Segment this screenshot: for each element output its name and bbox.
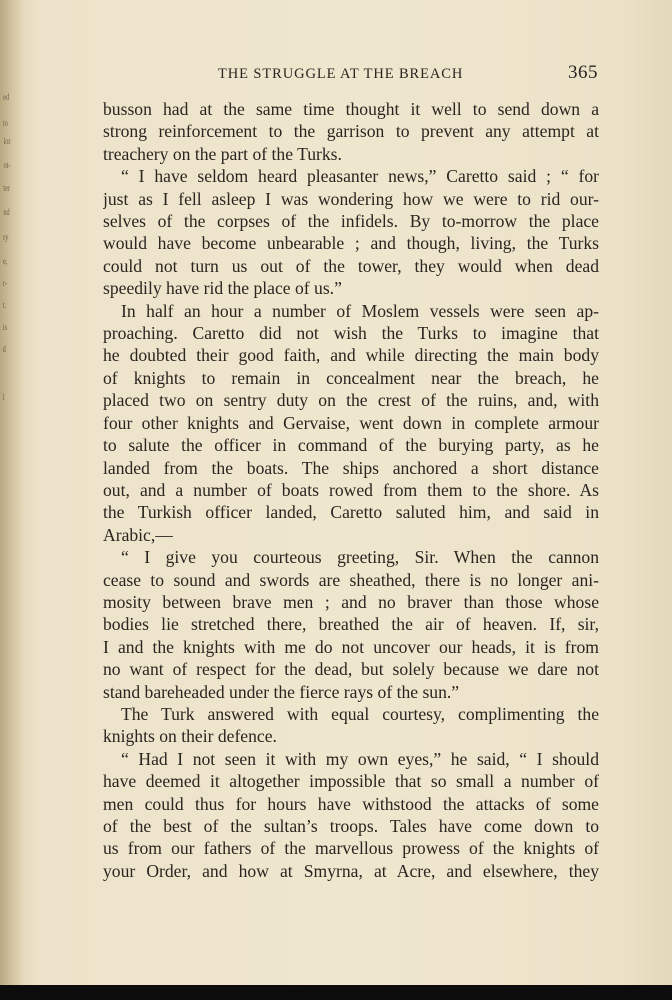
- binding-gutter: [0, 0, 24, 985]
- show-through-mark: ed: [3, 92, 10, 102]
- text-line: mosity between brave men ; and no braver than those whose: [103, 591, 599, 612]
- show-through-mark: is: [2, 322, 8, 332]
- text-line: landed from the boats. The ships anchored a short distance: [103, 457, 599, 478]
- text-line: The Turk answered with equal courtesy, complimenting the: [121, 703, 599, 724]
- text-line: cease to sound and swords are sheathed, there is no longer ani-: [103, 569, 599, 590]
- show-through-mark: d: [2, 344, 6, 354]
- text-line: speedily have rid the place of us.”: [103, 278, 342, 299]
- page-number: 365: [568, 62, 598, 83]
- text-line: I and the knights with me do not uncover our heads, it is from: [103, 636, 599, 657]
- show-through-mark: t.: [2, 300, 7, 310]
- text-line: men could thus for hours have withstood the attacks of some: [103, 793, 599, 814]
- text-line: to salute the officer in command of the burying party, as he: [103, 435, 599, 456]
- text-line: “ I give you courteous greeting, Sir. When the cannon: [121, 547, 599, 568]
- text-line: strong reinforcement to the garrison to prevent any attempt at: [103, 121, 599, 142]
- text-line: have deemed it altogether impossible that so small a number of: [103, 771, 599, 792]
- text-line: bodies lie stretched there, breathed the air of heaven. If, sir,: [103, 614, 599, 635]
- show-through-mark: r-: [2, 278, 7, 288]
- show-through-mark: ter: [3, 183, 11, 193]
- show-through-mark: l: [2, 392, 5, 402]
- text-line: Arabic,—: [103, 524, 173, 545]
- text-line: busson had at the same time thought it well to send down a: [103, 99, 599, 119]
- body-text: [103, 98, 599, 882]
- page-header: [104, 62, 598, 86]
- text-line: four other knights and Gervaise, went down in complete armour: [103, 412, 599, 433]
- text-line: “ Had I not seen it with my own eyes,” he said, “ I should: [121, 748, 599, 769]
- text-line: knights on their defence.: [103, 726, 277, 747]
- text-line: just as I fell asleep I was wondering how we were to rid our-: [103, 188, 599, 209]
- show-through-mark: to: [3, 118, 8, 128]
- text-line: no want of respect for the dead, but solely because we dare not: [103, 659, 599, 680]
- text-line: “ I have seldom heard pleasanter news,” Caretto said ; “ for: [121, 166, 599, 187]
- text-line: placed two on sentry duty on the crest of the ruins, and, with: [103, 390, 599, 411]
- text-line: he doubted their good faith, and while directing the main body: [103, 345, 599, 366]
- show-through-mark: nd: [3, 207, 10, 217]
- text-line: could not turn us out of the tower, they would when dead: [103, 255, 599, 276]
- text-line: In half an hour a number of Moslem vessels were seen ap-: [121, 300, 599, 321]
- text-line: proaching. Caretto did not wish the Turks to imagine that: [103, 323, 599, 344]
- text-line: selves of the corpses of the infidels. By to-morrow the place: [103, 211, 599, 232]
- show-through-mark: ot-: [3, 160, 11, 170]
- text-line: us from our fathers of the marvellous prowess of the knights of: [103, 838, 599, 859]
- running-head: THE STRUGGLE AT THE BREACH: [218, 66, 464, 82]
- show-through-mark: lor: [3, 136, 11, 146]
- text-line: of the best of the sultan’s troops. Tales have come down to: [103, 816, 599, 836]
- text-line: of knights to remain in concealment near the breach, he: [103, 367, 599, 388]
- show-through-mark: e,: [2, 256, 8, 266]
- scan-bottom-edge: [0, 985, 672, 1000]
- text-line: out, and a number of boats rowed from them to the shore. As: [103, 479, 599, 500]
- text-line: stand bareheaded under the fierce rays of the sun.”: [103, 681, 460, 702]
- text-line: would have become unbearable ; and though, living, the Turks: [103, 233, 599, 254]
- text-line: treachery on the part of the Turks.: [103, 143, 342, 164]
- text-line: the Turkish officer landed, Caretto saluted him, and said in: [103, 502, 599, 523]
- show-through-mark: ry: [3, 232, 9, 242]
- text-line: your Order, and how at Smyrna, at Acre, and elsewhere, they: [103, 860, 599, 881]
